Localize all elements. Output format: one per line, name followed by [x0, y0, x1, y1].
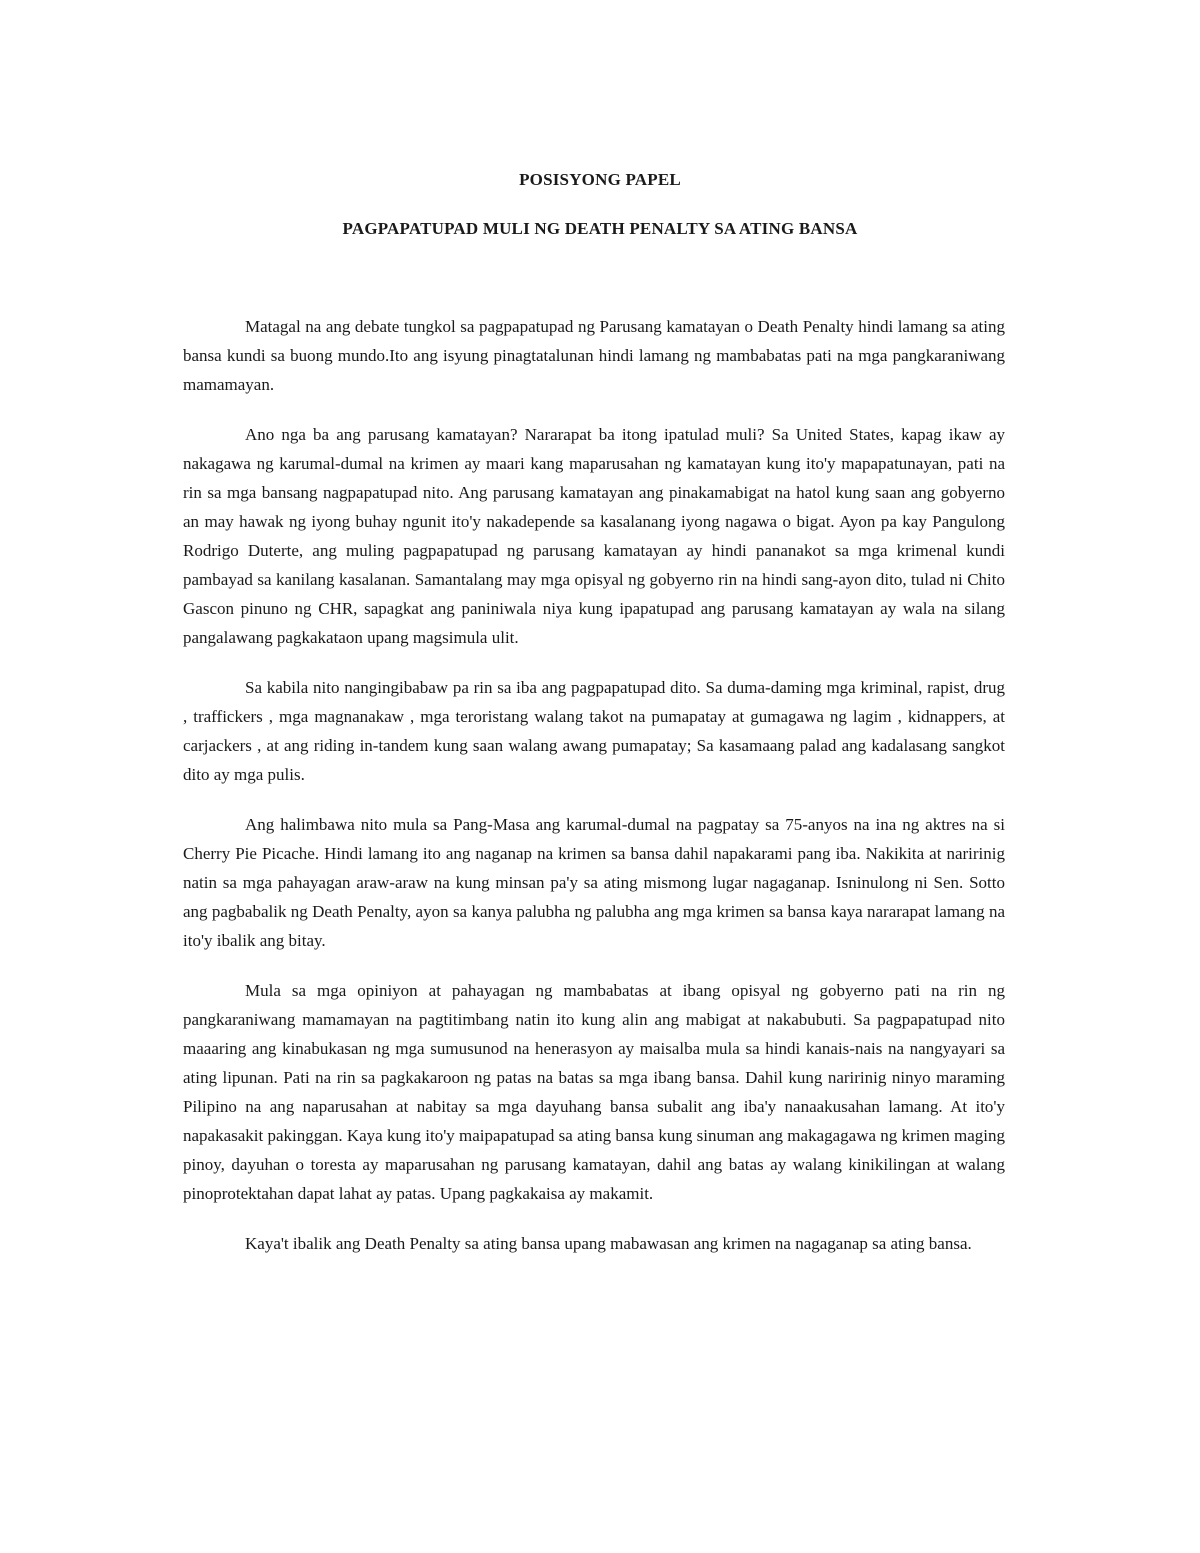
- paragraph-3: Sa kabila nito nangingibabaw pa rin sa iba ang pagpapatupad dito. Sa dumа-daming mga kriminal, rapist, drug , traffickers , mga magnanakaw , mga teroristang walang takot na pumapatay at gumagawa ng lagim , kidnappers, at carjackers , at ang riding in-tandem kung saan walang awang pumapatay; Sa kasamaang palad ang kadalasang sangkot dito ay mga pulis.: [183, 678, 1005, 784]
- paragraph-2: Ano nga ba ang parusang kamatayan? Nararapat ba itong ipatulad muli? Sa United States, kapag ikaw ay nakagawa ng karumal-dumal na krimen ay maari kang maparusahan ng kamatayan kung ito'y mapapatunayan, pati na rin sa mga bansang nagpapatupad nito. Ang parusang kamatayan ang pinakamabigat na hatol kung saan ang gobyerno an may hawak ng iyong buhay ngunit ito'y nakadepende sa kasalanang iyong nagawa o bigat. Ayon pa kay Pangulong Rodrigo Duterte, ang muling pagpapatupad ng parusang kamatayan ay hindi pananakot sa mga krimenal kundi pambayad sa kanilang kasalanan. Samantalang may mga opisyal ng gobyerno rin na hindi sang-ayon dito, tulad ni Chito Gascon pinuno ng CHR, sapagkat ang paniniwala niya kung ipapatupad ang parusang kamatayan ay wala na silang pangalawang pagkakataon upang magsimula ulit.: [183, 425, 1005, 647]
- document-body: [183, 312, 1005, 1279]
- paragraph-1: Matagal na ang debate tungkol sa pagpapatupad ng Parusang kamatayan o Death Penalty hindi lamang sa ating bansa kundi sa buong mundo.Ito ang isyung pinagtatalunan hindi lamang ng mambabatas pati na mga pangkaraniwang mamamayan.: [183, 317, 1005, 394]
- document-title: POSISYONG PAPEL: [519, 170, 681, 189]
- document-subtitle: PAGPAPATUPAD MULI NG DEATH PENALTY SA ATING BANSA: [342, 219, 858, 238]
- paragraph-5: Mula sa mga opiniyon at pahayagan ng mambabatas at ibang opisyal ng gobyerno pati na rin ng pangkaraniwang mamamayan na pagtitimbang natin ito kung alin ang mabigat at nakabubuti. Sa pagpapatupad nito maaaring ang kinabukasan ng mga sumusunod na henerasyon ay maisalba mula sa hindi kanais-nais na nangyayari sa ating lipunan. Pati na rin sa pagkakaroon ng patas na batas sa mga ibang bansa. Dahil kung naririnig ninyo maraming Pilipino na ang naparusahan at nabitay sa mga dayuhang bansa subalit ang iba'y nanaakusahan lamang. At ito'y napakasakit pakinggan. Kaya kung ito'y maipapatupad sa ating bansa kung sinuman ang makagagawa ng krimen maging pinoy, dayuhan o toresta ay maparusahan ng parusang kamatayan, dahil ang batas ay walang kinikilingan at walang pinoprotektahan dapat lahat ay patas. Upang pagkakaisa ay makamit.: [183, 981, 1005, 1203]
- paragraph-6: Kaya't ibalik ang Death Penalty sa ating bansa upang mabawasan ang krimen na nagaganap sa ating bansa.: [245, 1234, 972, 1253]
- paragraph-4: Ang halimbawa nito mula sa Pang-Masa ang karumal-dumal na pagpatay sa 75-anyos na ina ng aktres na si Cherry Pie Picache. Hindi lamang ito ang naganap na krimen sa bansa dahil napakarami pang iba. Nakikita at naririnig natin sa mga pahayagan araw-araw na kung minsan pa'y sa ating mismong lugar nagaganap. Isninulong ni Sen. Sotto ang pagbabalik ng Death Penalty, ayon sa kanya palubha ng palubha ang mga krimen sa bansa kaya nararapat lamang na ito'y ibalik ang bitay.: [183, 815, 1005, 950]
